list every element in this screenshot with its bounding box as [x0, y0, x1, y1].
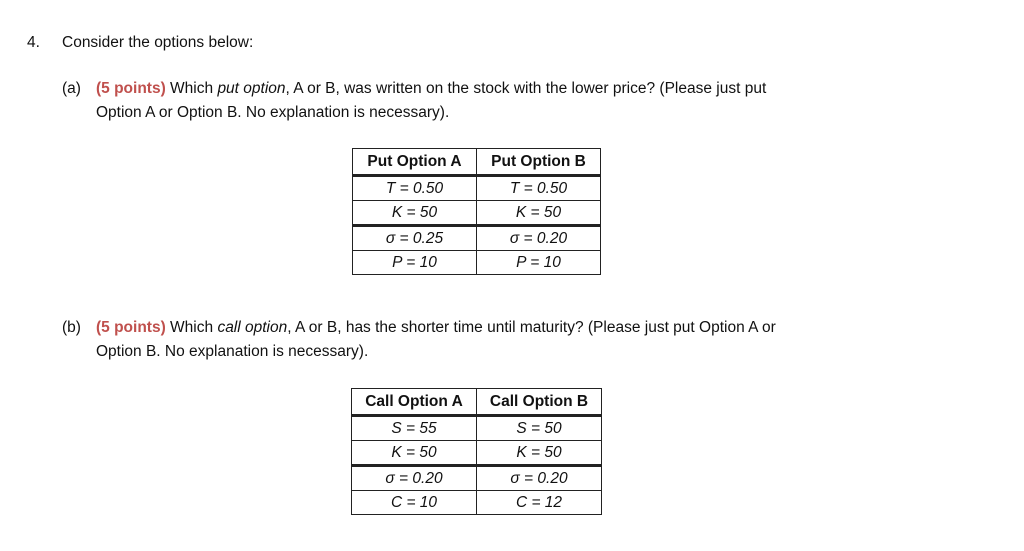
part-b-label: (b)	[62, 319, 81, 336]
table-cell: C = 12	[477, 491, 602, 515]
part-b-question-line-2: Option B. No explanation is necessary).	[96, 343, 369, 360]
table-header-cell: Call Option B	[477, 389, 602, 416]
table-row	[353, 201, 601, 226]
table-cell: T = 0.50	[477, 176, 601, 201]
table-cell: σ = 0.20	[477, 226, 601, 251]
table-row	[352, 491, 602, 515]
table-cell: σ = 0.20	[352, 466, 477, 491]
part-b-points: (5 points)	[96, 319, 166, 336]
table-row	[352, 441, 602, 466]
table-header-row	[352, 389, 602, 416]
table-cell: P = 10	[353, 251, 477, 275]
part-a-text-2: , A or B, was written on the stock with the lower price? (Please just put	[285, 80, 767, 97]
table-cell: K = 50	[352, 441, 477, 466]
table-cell: K = 50	[477, 441, 602, 466]
table-header-cell: Put Option A	[353, 149, 477, 176]
table-row	[353, 226, 601, 251]
part-a-points: (5 points)	[96, 80, 166, 97]
table-cell: σ = 0.20	[477, 466, 602, 491]
table-cell: S = 55	[352, 416, 477, 441]
table-row	[353, 251, 601, 275]
question-number: 4.	[27, 34, 40, 51]
part-b-text-1: Which	[165, 319, 218, 336]
part-a-italic: put option	[217, 80, 286, 97]
table-cell: σ = 0.25	[353, 226, 477, 251]
table-row	[352, 466, 602, 491]
table-cell: K = 50	[353, 201, 477, 226]
part-a-text-1: Which	[165, 80, 218, 97]
table-cell: K = 50	[477, 201, 601, 226]
table-cell: T = 0.50	[353, 176, 477, 201]
part-b-text-2: , A or B, has the shorter time until maturity? (Please just put Option A or	[287, 319, 776, 336]
table-row	[353, 176, 601, 201]
question-heading: Consider the options below:	[62, 34, 254, 51]
part-b-question-line-1	[96, 319, 776, 337]
part-b-italic: call option	[217, 319, 288, 336]
table-header-cell: Call Option A	[352, 389, 477, 416]
table-cell: S = 50	[477, 416, 602, 441]
put-options-table	[352, 148, 601, 275]
table-cell: P = 10	[477, 251, 601, 275]
table-cell: C = 10	[352, 491, 477, 515]
table-header-cell: Put Option B	[477, 149, 601, 176]
table-header-row	[353, 149, 601, 176]
part-a-question-line-2: Option A or Option B. No explanation is necessary).	[96, 104, 450, 121]
table-row	[352, 416, 602, 441]
call-options-table	[351, 388, 602, 515]
part-a-question-line-1	[96, 80, 766, 98]
part-a-label: (a)	[62, 80, 81, 97]
